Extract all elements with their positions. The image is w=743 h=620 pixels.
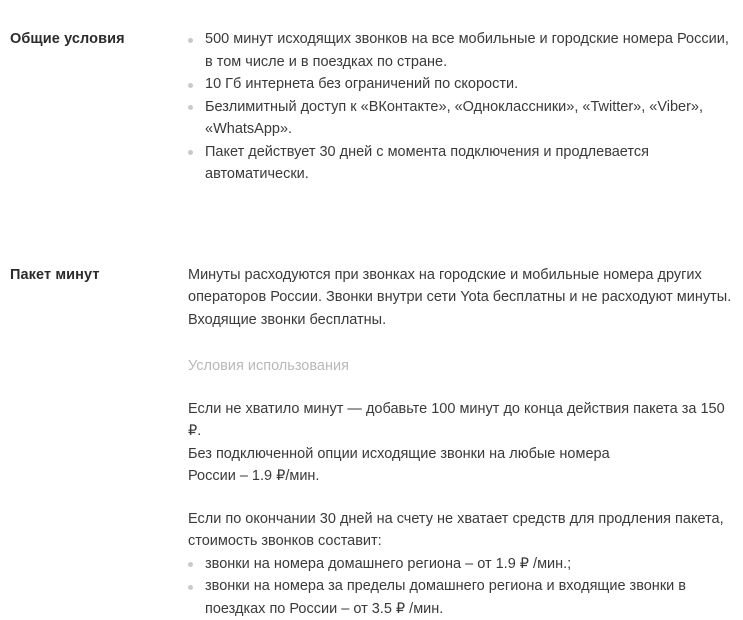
section-minutes-package xyxy=(10,264,733,620)
minutes-intro-paragraph: Минуты расходуются при звонках на городские и мобильные номера других операторов России. Звонки внутри сети Yota бесплатны и не расходуют минуты. Входящие звонки бесплатны. xyxy=(188,264,733,332)
section-label-general-terms: Общие условия xyxy=(10,28,188,50)
list-item: Пакет действует 30 дней с момента подключения и продлевается автоматически. xyxy=(188,141,733,186)
insufficient-funds-line-1: Если по окончании 30 дней на счету не хватает средств для продления пакета, xyxy=(188,508,733,531)
list-item: звонки на номера за пределы домашнего региона и входящие звонки в поездках по России – от 3.5 ₽ /мин. xyxy=(188,575,733,620)
extra-minutes-line-1: Если не хватило минут — добавьте 100 минут до конца действия пакета за 150 ₽. xyxy=(188,398,733,443)
extra-minutes-line-3: России – 1.9 ₽/мин. xyxy=(188,465,733,488)
call-rates-list xyxy=(188,553,733,620)
insufficient-funds-line-2: стоимость звонков составит: xyxy=(188,530,733,553)
extra-minutes-line-2: Без подключенной опции исходящие звонки на любые номера xyxy=(188,443,733,466)
usage-conditions-subheading: Условия использования xyxy=(188,355,733,378)
section-body-general-terms xyxy=(188,28,733,186)
list-item: 500 минут исходящих звонков на все мобильные и городские номера России, в том числе и в поездках по стране. xyxy=(188,28,733,73)
list-item: 10 Гб интернета без ограничений по скорости. xyxy=(188,73,733,96)
list-item: Безлимитный доступ к «ВКонтакте», «Одноклассники», «Twitter», «Viber», «WhatsApp». xyxy=(188,96,733,141)
spacer xyxy=(188,488,733,508)
section-general-terms xyxy=(10,28,733,186)
section-label-minutes-package: Пакет минут xyxy=(10,264,188,286)
general-terms-list xyxy=(188,28,733,186)
section-body-minutes-package xyxy=(188,264,733,620)
section-spacer xyxy=(10,186,733,264)
spacer xyxy=(188,378,733,398)
list-item: звонки на номера домашнего региона – от 1.9 ₽ /мин.; xyxy=(188,553,733,576)
spacer xyxy=(188,331,733,355)
